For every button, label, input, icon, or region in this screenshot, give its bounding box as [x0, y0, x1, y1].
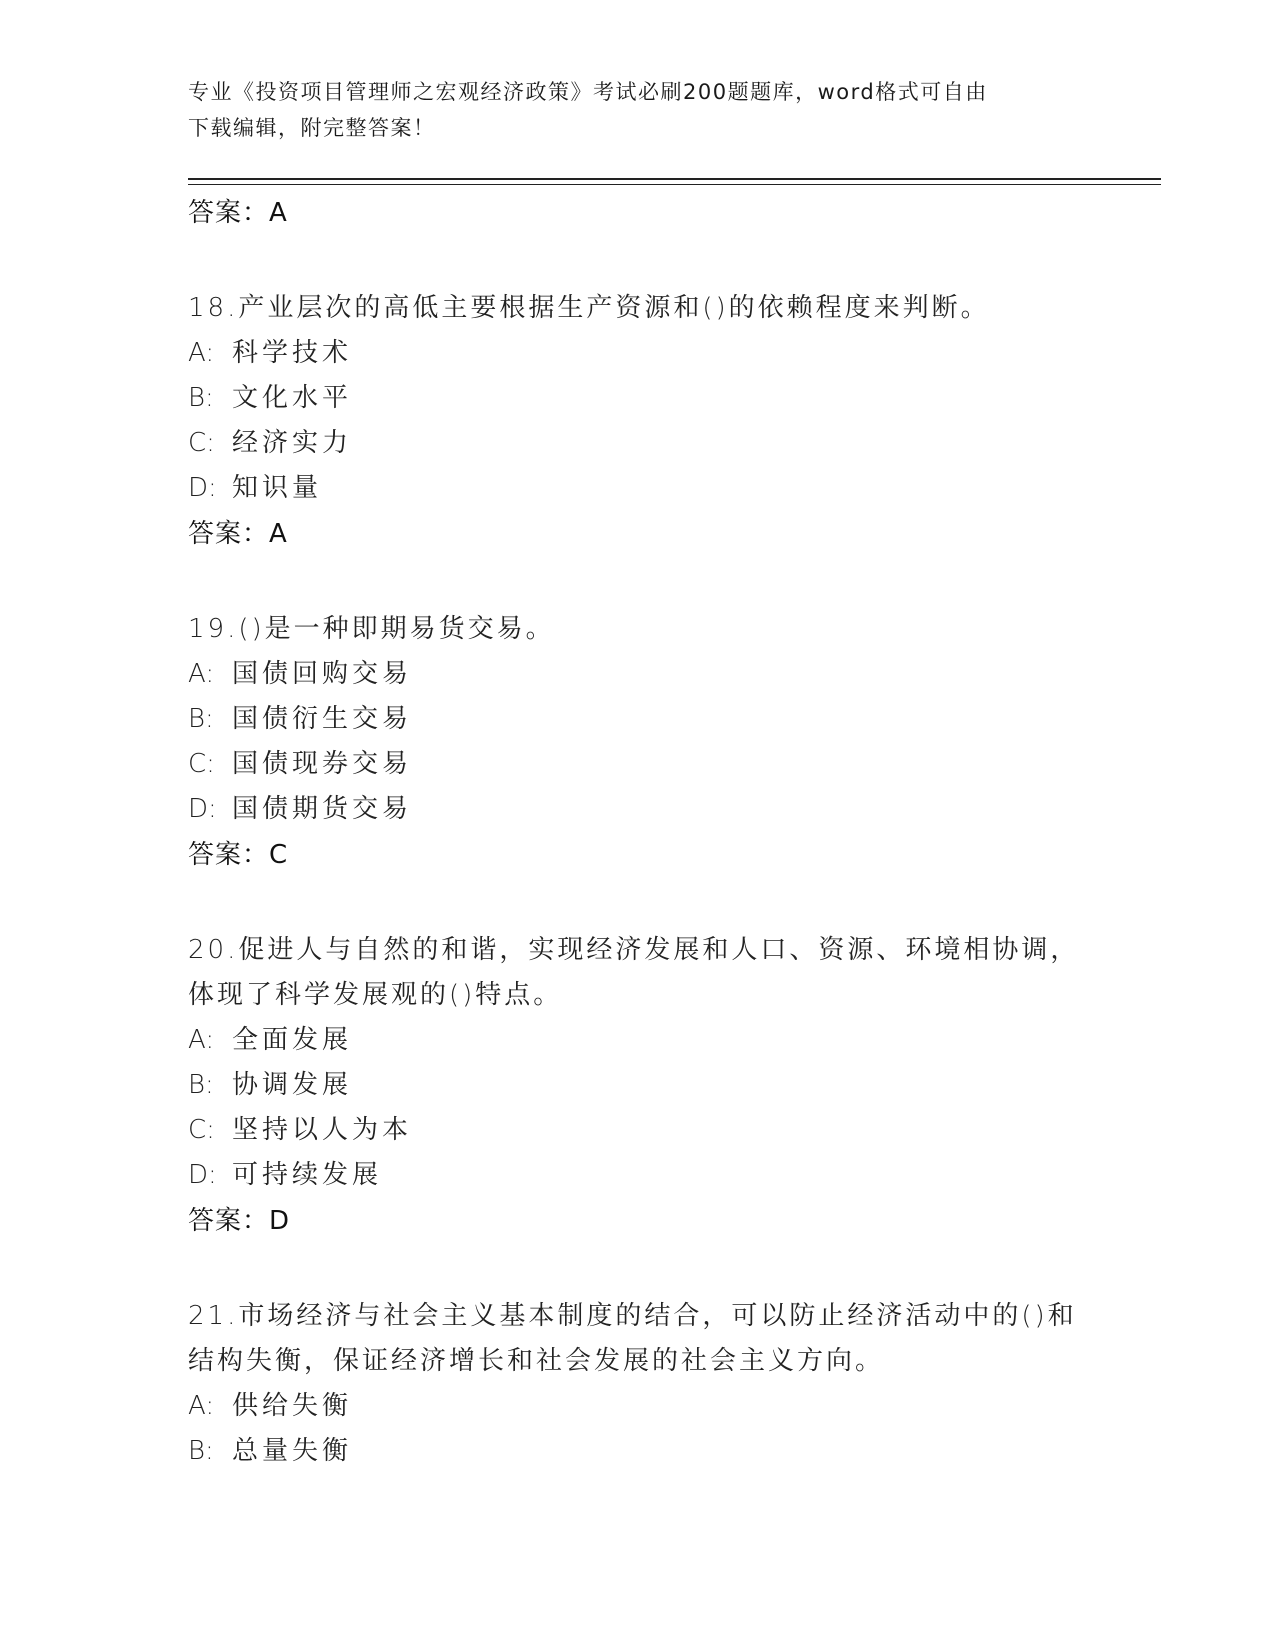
option-text: 国债衍生交易	[232, 704, 413, 734]
option-text: 坚持以人为本	[232, 1115, 413, 1145]
question-19-option-b	[188, 697, 1088, 742]
option-text: 科学技术	[232, 338, 353, 368]
header-divider-thin	[188, 184, 1161, 185]
question-18	[188, 286, 1088, 553]
option-letter: D:	[188, 1160, 217, 1190]
option-letter: C:	[188, 1115, 215, 1145]
question-20-option-d	[188, 1153, 1088, 1198]
answer-17: 答案：A	[188, 198, 288, 228]
option-letter: C:	[188, 749, 215, 779]
option-letter: A:	[188, 659, 215, 689]
option-text: 知识量	[232, 473, 323, 503]
header-line-2: 下载编辑，附完整答案！	[188, 116, 436, 140]
option-text: 国债现券交易	[232, 749, 413, 779]
question-18-option-a	[188, 331, 1088, 376]
option-text: 经济实力	[232, 428, 353, 458]
header-divider-thick	[188, 178, 1161, 180]
question-18-stem: 18.产业层次的高低主要根据生产资源和()的依赖程度来判断。	[188, 293, 990, 323]
option-letter: A:	[188, 1025, 215, 1055]
option-text: 可持续发展	[232, 1160, 383, 1190]
question-20-option-a	[188, 1018, 1088, 1063]
option-text: 供给失衡	[232, 1391, 353, 1421]
option-text: 文化水平	[232, 383, 353, 413]
option-text: 总量失衡	[232, 1436, 353, 1466]
answer-20: 答案：D	[188, 1206, 291, 1236]
option-letter: B:	[188, 1070, 214, 1100]
question-19-stem: 19.()是一种即期易货交易。	[188, 614, 555, 644]
question-20-stem-line-2: 体现了科学发展观的()特点。	[188, 980, 563, 1010]
option-text: 国债回购交易	[232, 659, 413, 689]
question-21-option-b	[188, 1429, 1088, 1474]
document-header	[188, 74, 1088, 146]
question-19-option-d	[188, 787, 1088, 832]
document-body	[188, 190, 1088, 1474]
question-19-option-c	[188, 742, 1088, 787]
option-letter: B:	[188, 704, 214, 734]
question-18-option-d	[188, 466, 1088, 511]
question-21	[188, 1294, 1088, 1474]
option-letter: D:	[188, 794, 217, 824]
question-20-stem-line-1: 20.促进人与自然的和谐，实现经济发展和人口、资源、环境相协调，	[188, 935, 1080, 965]
question-21-stem-line-1: 21.市场经济与社会主义基本制度的结合，可以防止经济活动中的()和	[188, 1301, 1077, 1331]
option-text: 协调发展	[232, 1070, 353, 1100]
question-18-option-c	[188, 421, 1088, 466]
option-letter: B:	[188, 383, 214, 413]
question-19-option-a	[188, 652, 1088, 697]
question-20	[188, 928, 1088, 1240]
option-letter: B:	[188, 1436, 214, 1466]
option-letter: C:	[188, 428, 215, 458]
header-line-1: 专业《投资项目管理师之宏观经济政策》考试必刷200题题库，word格式可自由	[188, 80, 988, 104]
option-letter: D:	[188, 473, 217, 503]
question-21-stem-line-2: 结构失衡，保证经济增长和社会发展的社会主义方向。	[188, 1346, 885, 1376]
option-letter: A:	[188, 1391, 215, 1421]
question-18-option-b	[188, 376, 1088, 421]
question-20-option-c	[188, 1108, 1088, 1153]
answer-19: 答案：C	[188, 840, 289, 870]
question-21-option-a	[188, 1384, 1088, 1429]
option-letter: A:	[188, 338, 215, 368]
question-19	[188, 607, 1088, 874]
question-20-option-b	[188, 1063, 1088, 1108]
option-text: 全面发展	[232, 1025, 353, 1055]
option-text: 国债期货交易	[232, 794, 413, 824]
answer-18: 答案：A	[188, 519, 288, 549]
